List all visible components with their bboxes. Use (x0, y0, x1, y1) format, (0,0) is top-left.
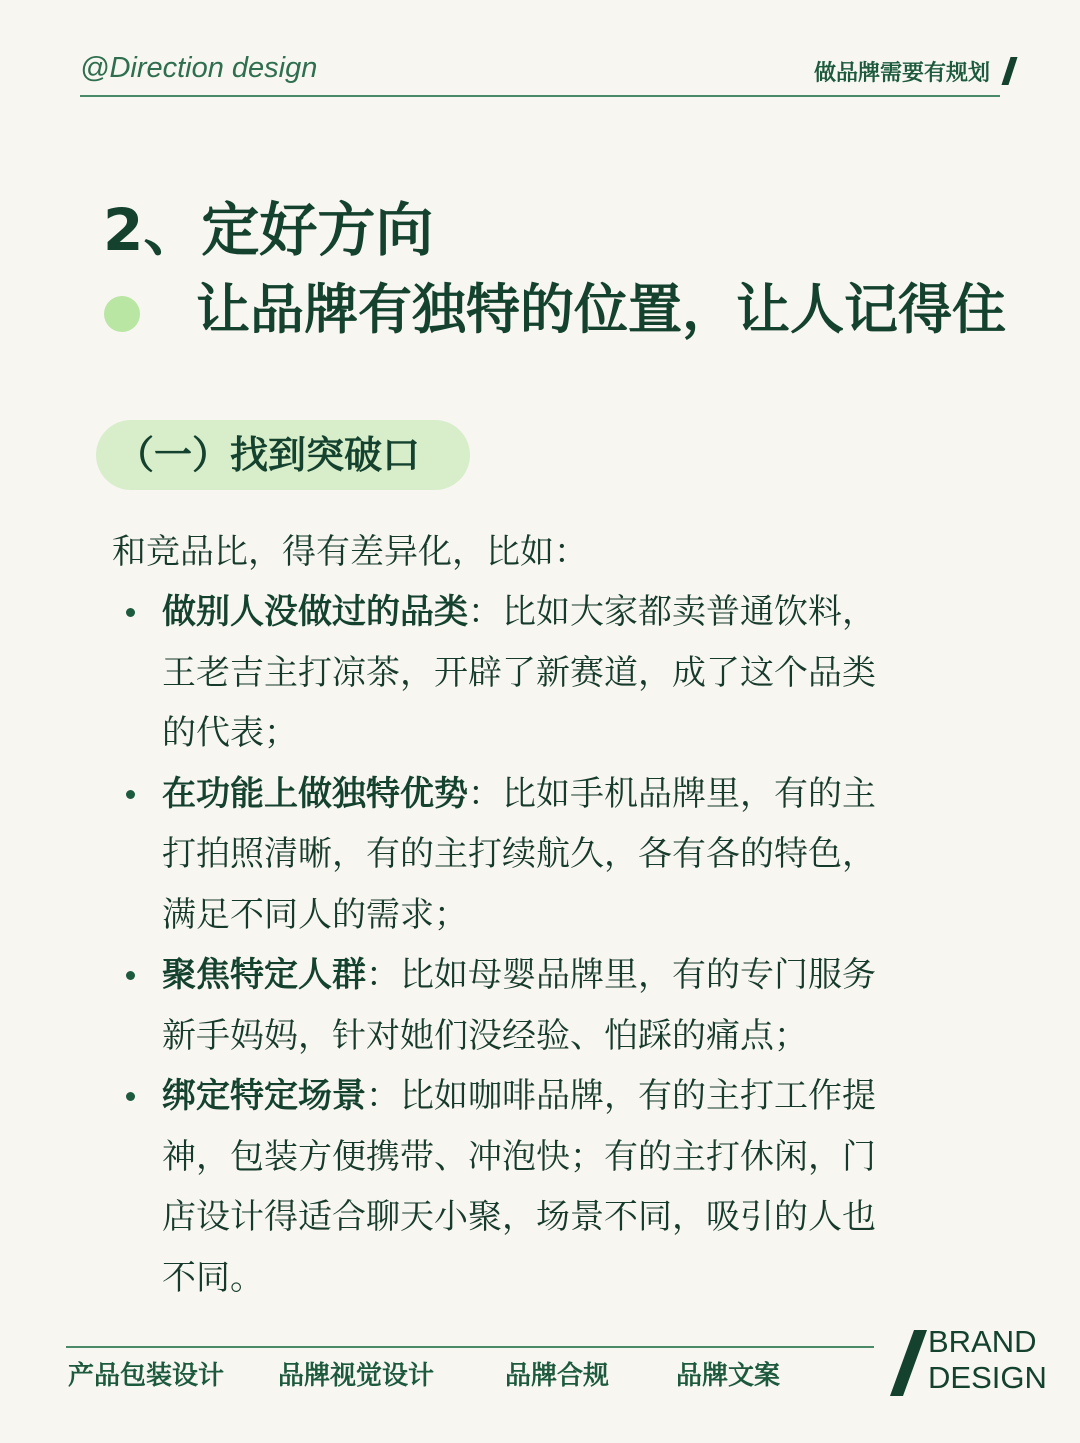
bullet-icon (126, 1092, 135, 1101)
point-lead: 聚焦特定人群 (162, 955, 366, 995)
point-lead: 做别人没做过的品类 (162, 592, 468, 632)
point-line: 满足不同人的需求； (162, 894, 468, 935)
brand-mark-line2: DESIGN (928, 1360, 1047, 1395)
brand-mark-line1: BRAND (928, 1324, 1037, 1359)
list-item (120, 945, 965, 1066)
point-line: 打拍照清晰，有的主打续航久，各有各的特色， (162, 834, 876, 874)
bullet-icon (126, 608, 135, 617)
point-lead: 在功能上做独特优势 (162, 773, 468, 814)
header-divider (80, 95, 1000, 97)
footer-link-packaging[interactable]: 产品包装设计 (68, 1361, 225, 1391)
bullet-icon (126, 971, 135, 980)
bullet-icon (126, 790, 135, 799)
sub-heading-pill (96, 420, 470, 490)
point-line: 不同。 (162, 1257, 264, 1298)
point-text: ：比如咖啡品牌，有的主打工作提 (366, 1076, 876, 1116)
header-topic: 做品牌需要有规划 (813, 61, 990, 86)
list-item (120, 1066, 965, 1308)
point-lead: 绑定特定场景 (162, 1076, 366, 1116)
brand-mark (928, 1324, 1047, 1396)
brand-slash-mark (890, 1330, 927, 1396)
footer-link-copywriting[interactable]: 品牌文案 (676, 1361, 781, 1391)
bullet-dot-icon (104, 296, 140, 332)
header-slash-mark (1001, 57, 1017, 85)
point-line: 的代表； (162, 713, 298, 753)
point-line: 新手妈妈，针对她们没经验、怕踩的痛点； (162, 1015, 808, 1056)
point-text: ：比如大家都卖普通饮料， (468, 592, 876, 632)
section-title: 2、定好方向 (103, 196, 434, 264)
footer-divider (66, 1346, 874, 1348)
list-item (120, 582, 965, 764)
footer-link-compliance[interactable]: 品牌合规 (505, 1361, 610, 1391)
points-list (120, 582, 965, 1308)
point-line: 店设计得适合聊天小聚，场景不同，吸引的人也 (162, 1197, 876, 1237)
section-subtitle: 让品牌有独特的位置，让人记得住 (196, 278, 1006, 341)
header-brand: @Direction design (80, 52, 318, 84)
point-line (162, 945, 965, 1006)
intro-text: 和竞品比，得有差异化，比如： (112, 532, 588, 572)
list-item (120, 764, 965, 946)
sub-heading-text: （一）找到突破口 (116, 433, 421, 477)
point-line: 神，包装方便携带、冲泡快；有的主打休闲，门 (162, 1136, 876, 1177)
point-line (162, 764, 965, 825)
point-line (162, 1066, 965, 1127)
point-line (162, 582, 965, 643)
footer-link-visual[interactable]: 品牌视觉设计 (278, 1361, 435, 1391)
point-text: ：比如手机品牌里，有的主 (468, 773, 876, 814)
point-line: 王老吉主打凉茶，开辟了新赛道，成了这个品类 (162, 652, 876, 693)
point-text: ：比如母婴品牌里，有的专门服务 (366, 955, 876, 995)
